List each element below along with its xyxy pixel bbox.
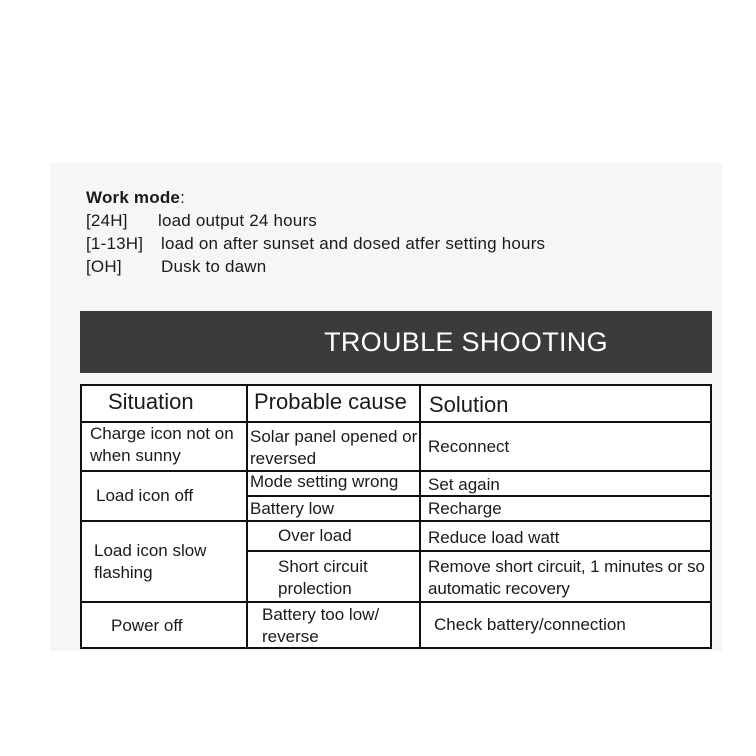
solution-cell: Reduce load watt	[428, 528, 560, 547]
solution-cell: Set again	[428, 475, 500, 494]
trouble-shooting-banner	[80, 311, 712, 373]
column-divider	[419, 386, 421, 647]
work-mode-section	[86, 186, 545, 278]
banner-title: TROUBLE SHOOTING	[324, 326, 608, 357]
row-divider	[82, 601, 710, 603]
solution-cell: Remove short circuit, 1 minutes or so automatic recovery	[428, 557, 705, 598]
column-divider	[246, 386, 248, 647]
mode-code: [24H]	[86, 211, 128, 230]
mode-description: Dusk to dawn	[161, 257, 267, 276]
situation-cell: Load icon slow flashing	[94, 541, 207, 582]
solution-cell: Recharge	[428, 499, 502, 518]
mode-code: [1-13H]	[86, 234, 144, 253]
row-divider	[82, 520, 710, 522]
cause-cell: Solar panel opened or reversed	[250, 427, 418, 468]
work-mode-title: Work mode:	[86, 188, 185, 207]
situation-cell: Power off	[111, 616, 183, 635]
work-mode-row	[86, 232, 545, 255]
situation-cell: Charge icon not on when sunny	[90, 424, 234, 465]
cause-cell: Over load	[278, 526, 352, 545]
mode-description: load output 24 hours	[158, 211, 318, 230]
solution-cell: Reconnect	[428, 437, 510, 456]
trouble-shooting-table	[80, 384, 712, 649]
row-divider	[248, 550, 710, 552]
situation-cell: Load icon off	[96, 486, 194, 505]
work-mode-row	[86, 255, 545, 278]
cause-cell: Mode setting wrong	[250, 472, 399, 491]
cause-cell: Short circuit prolection	[278, 557, 368, 598]
cause-cell: Battery low	[250, 499, 335, 518]
header-probable-cause: Probable cause	[254, 389, 407, 414]
work-mode-row	[86, 209, 545, 232]
header-solution: Solution	[429, 392, 509, 417]
header-situation: Situation	[108, 389, 194, 414]
mode-description: load on after sunset and dosed atfer setting hours	[161, 234, 546, 253]
mode-code: [OH]	[86, 257, 122, 276]
solution-cell: Check battery/connection	[434, 615, 626, 634]
cause-cell: Battery too low/ reverse	[262, 605, 380, 646]
